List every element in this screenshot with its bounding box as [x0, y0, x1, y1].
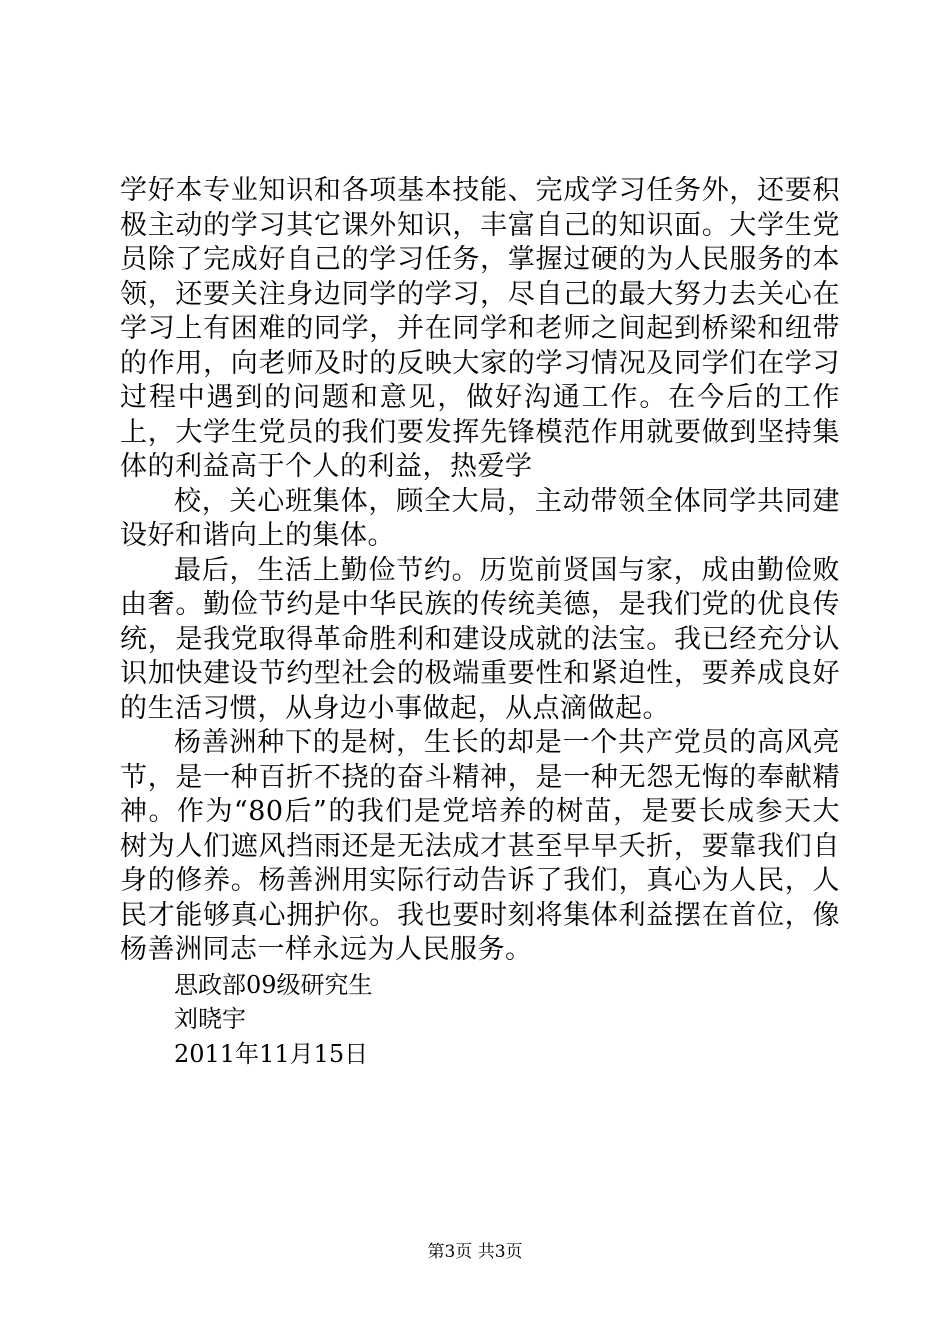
- paragraph-frugality: 最后，生活上勤俭节约。历览前贤国与家，成由勤俭败由奢。勤俭节约是中华民族的传统美德，是我们党的优良传统，是我党取得革命胜利和建设成就的法宝。我已经充分认识加快建设节约型社会的极端重要性和紧迫性，要养成良好的生活习惯，从身边小事做起，从点滴做起。: [120, 554, 840, 724]
- paragraph-study-continuation: 学好本专业知识和各项基本技能、完成学习任务外，还要积极主动的学习其它课外知识，丰富自己的知识面。大学生党员除了完成好自己的学习任务，掌握过硬的为人民服务的本领，还要关注身边同学的学习，尽自己的最大努力去关心在学习上有困难的同学，并在同学和老师之间起到桥梁和纽带的作用，向老师及时的反映大家的学习情况及同学们在学习过程中遇到的问题和意见，做好沟通工作。在今后的工作上，大学生党员的我们要发挥先锋模范作用就要做到坚持集体的利益高于个人的利益，热爱学: [120, 175, 840, 482]
- paragraph-school-collective: 校，关心班集体，顾全大局，主动带领全体同学共同建设好和谐向上的集体。: [120, 485, 840, 551]
- signature-department: 思政部09级研究生: [174, 970, 373, 999]
- paragraph-yang-shanzhou: 杨善洲种下的是树，生长的却是一个共产党员的高风亮节，是一种百折不挠的奋斗精神，是一种无怨无悔的奉献精神。作为“80后”的我们是党培养的树苗，是要长成参天大树为人们遮风挡雨还是无法成才甚至早早夭折，要靠我们自身的修养。杨善洲用实际行动告诉了我们，真心为人民，人民才能够真心拥护你。我也要时刻将集体利益摆在首位，像杨善洲同志一样永远为人民服务。: [120, 727, 840, 965]
- signature-name: 刘晓宇: [174, 1005, 246, 1033]
- signature-date: 2011年11月15日: [174, 1039, 369, 1068]
- page-footer: [0, 1240, 950, 1264]
- page-number-label: 第3页 共3页: [427, 1242, 523, 1262]
- document-body: [120, 174, 840, 1071]
